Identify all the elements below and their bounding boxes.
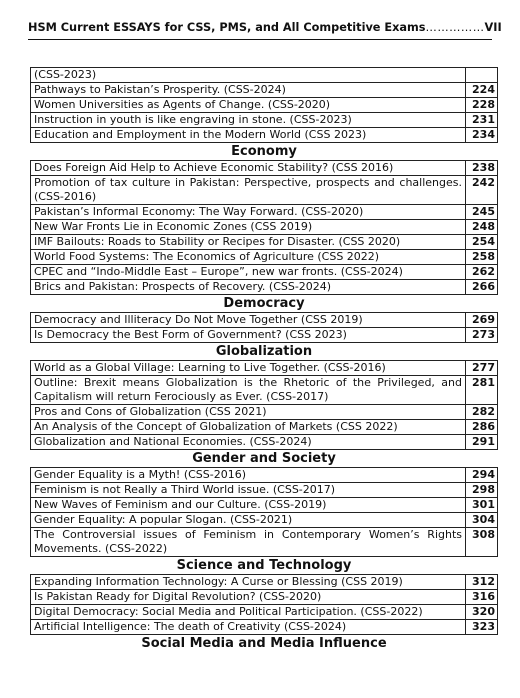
toc-entry xyxy=(31,328,498,343)
entry-page-number: 298 xyxy=(466,483,498,498)
entry-title: CPEC and “Indo-Middle East – Europe”, new war fronts. (CSS-2024) xyxy=(31,265,466,280)
header-title: HSM Current ESSAYS for CSS, PMS, and All Competitive Exams xyxy=(28,21,426,34)
toc-entry xyxy=(31,498,498,513)
entry-page-number: 277 xyxy=(466,361,498,376)
toc-table xyxy=(30,67,498,652)
toc-entry xyxy=(31,513,498,528)
toc-entry xyxy=(31,483,498,498)
entry-title: Feminism is not Really a Third World issue. (CSS-2017) xyxy=(31,483,466,498)
entry-page-number: 254 xyxy=(466,235,498,250)
entry-page-number: 238 xyxy=(466,161,498,176)
entry-page-number: 294 xyxy=(466,468,498,483)
entry-title: Instruction in youth is like engraving in stone. (CSS-2023) xyxy=(31,113,466,128)
entry-title: Brics and Pakistan: Prospects of Recovery. (CSS-2024) xyxy=(31,280,466,295)
entry-title: Gender Equality: A popular Slogan. (CSS-2021) xyxy=(31,513,466,528)
entry-page-number: 286 xyxy=(466,420,498,435)
section-heading: Democracy xyxy=(223,296,305,311)
toc-entry xyxy=(31,250,498,265)
section-heading-row xyxy=(31,343,498,361)
entry-page-number: 316 xyxy=(466,590,498,605)
toc-entry xyxy=(31,161,498,176)
entry-page-number: 312 xyxy=(466,575,498,590)
entry-title: Pros and Cons of Globalization (CSS 2021) xyxy=(31,405,466,420)
toc-entry xyxy=(31,528,498,557)
table-of-contents xyxy=(30,67,495,652)
toc-entry xyxy=(31,620,498,635)
entry-page-number: 248 xyxy=(466,220,498,235)
section-heading-row xyxy=(31,295,498,313)
toc-entry xyxy=(31,376,498,405)
entry-page-number: 282 xyxy=(466,405,498,420)
section-heading-row xyxy=(31,143,498,161)
toc-entry xyxy=(31,265,498,280)
entry-page-number: 269 xyxy=(466,313,498,328)
toc-entry xyxy=(31,176,498,205)
toc-entry xyxy=(31,313,498,328)
entry-page-number xyxy=(466,68,498,83)
entry-title: Gender Equality is a Myth! (CSS-2016) xyxy=(31,468,466,483)
entry-page-number: 231 xyxy=(466,113,498,128)
toc-entry xyxy=(31,113,498,128)
toc-entry xyxy=(31,98,498,113)
section-heading: Economy xyxy=(231,144,297,159)
entry-title: Education and Employment in the Modern World (CSS 2023) xyxy=(31,128,466,143)
entry-page-number: 273 xyxy=(466,328,498,343)
section-heading-row xyxy=(31,635,498,653)
entry-title: World as a Global Village: Learning to Live Together. (CSS-2016) xyxy=(31,361,466,376)
entry-title: An Analysis of the Concept of Globalization of Markets (CSS 2022) xyxy=(31,420,466,435)
entry-title: Promotion of tax culture in Pakistan: Perspective, prospects and challenges. (CSS-2016) xyxy=(31,176,466,205)
entry-title: Digital Democracy: Social Media and Political Participation. (CSS-2022) xyxy=(31,605,466,620)
header-page-number: VII xyxy=(484,21,502,34)
entry-title: Does Foreign Aid Help to Achieve Economic Stability? (CSS 2016) xyxy=(31,161,466,176)
entry-title: Is Democracy the Best Form of Government? (CSS 2023) xyxy=(31,328,466,343)
entry-title: (CSS-2023) xyxy=(31,68,466,83)
toc-entry xyxy=(31,205,498,220)
toc-entry xyxy=(31,435,498,450)
section-heading: Globalization xyxy=(215,344,313,359)
entry-title: Pathways to Pakistan’s Prosperity. (CSS-2024) xyxy=(31,83,466,98)
section-heading-row xyxy=(31,450,498,468)
entry-page-number: 304 xyxy=(466,513,498,528)
entry-page-number: 234 xyxy=(466,128,498,143)
toc-entry xyxy=(31,420,498,435)
entry-title: World Food Systems: The Economics of Agriculture (CSS 2022) xyxy=(31,250,466,265)
entry-page-number: 262 xyxy=(466,265,498,280)
entry-page-number: 224 xyxy=(466,83,498,98)
entry-page-number: 242 xyxy=(466,176,498,205)
header-rule xyxy=(28,39,492,40)
toc-entry xyxy=(31,468,498,483)
toc-entry xyxy=(31,128,498,143)
entry-page-number: 291 xyxy=(466,435,498,450)
entry-page-number: 258 xyxy=(466,250,498,265)
toc-entry xyxy=(31,68,498,83)
entry-page-number: 301 xyxy=(466,498,498,513)
entry-page-number: 320 xyxy=(466,605,498,620)
toc-entry xyxy=(31,590,498,605)
toc-entry xyxy=(31,361,498,376)
toc-entry xyxy=(31,235,498,250)
entry-title: Artificial Intelligence: The death of Creativity (CSS-2024) xyxy=(31,620,466,635)
entry-title: New War Fronts Lie in Economic Zones (CSS 2019) xyxy=(31,220,466,235)
entry-title: Expanding Information Technology: A Curse or Blessing (CSS 2019) xyxy=(31,575,466,590)
entry-page-number: 228 xyxy=(466,98,498,113)
toc-entry xyxy=(31,605,498,620)
entry-page-number: 266 xyxy=(466,280,498,295)
toc-entry xyxy=(31,220,498,235)
entry-title: Pakistan’s Informal Economy: The Way Forward. (CSS-2020) xyxy=(31,205,466,220)
entry-page-number: 308 xyxy=(466,528,498,557)
toc-entry xyxy=(31,575,498,590)
section-heading: Science and Technology xyxy=(176,558,352,573)
entry-page-number: 323 xyxy=(466,620,498,635)
section-heading-row xyxy=(31,557,498,575)
entry-title: Democracy and Illiteracy Do Not Move Together (CSS 2019) xyxy=(31,313,466,328)
toc-entry xyxy=(31,280,498,295)
toc-entry xyxy=(31,405,498,420)
section-heading: Gender and Society xyxy=(192,451,336,466)
entry-title: Outline: Brexit means Globalization is the Rhetoric of the Privileged, and Capitalism will return Ferociously as Ever. (CSS-2017) xyxy=(31,376,466,405)
entry-title: Women Universities as Agents of Change. (CSS-2020) xyxy=(31,98,466,113)
entry-title: IMF Bailouts: Roads to Stability or Recipes for Disaster. (CSS 2020) xyxy=(31,235,466,250)
section-heading: Social Media and Media Influence xyxy=(141,636,387,651)
entry-title: Is Pakistan Ready for Digital Revolution? (CSS-2020) xyxy=(31,590,466,605)
entry-page-number: 245 xyxy=(466,205,498,220)
entry-page-number: 281 xyxy=(466,376,498,405)
header-dots: …………… xyxy=(425,21,485,34)
entry-title: Globalization and National Economies. (CSS-2024) xyxy=(31,435,466,450)
running-header xyxy=(28,21,502,34)
entry-title: The Controversial issues of Feminism in Contemporary Women’s Rights Movements. (CSS-2022) xyxy=(31,528,466,557)
toc-entry xyxy=(31,83,498,98)
entry-title: New Waves of Feminism and our Culture. (CSS-2019) xyxy=(31,498,466,513)
